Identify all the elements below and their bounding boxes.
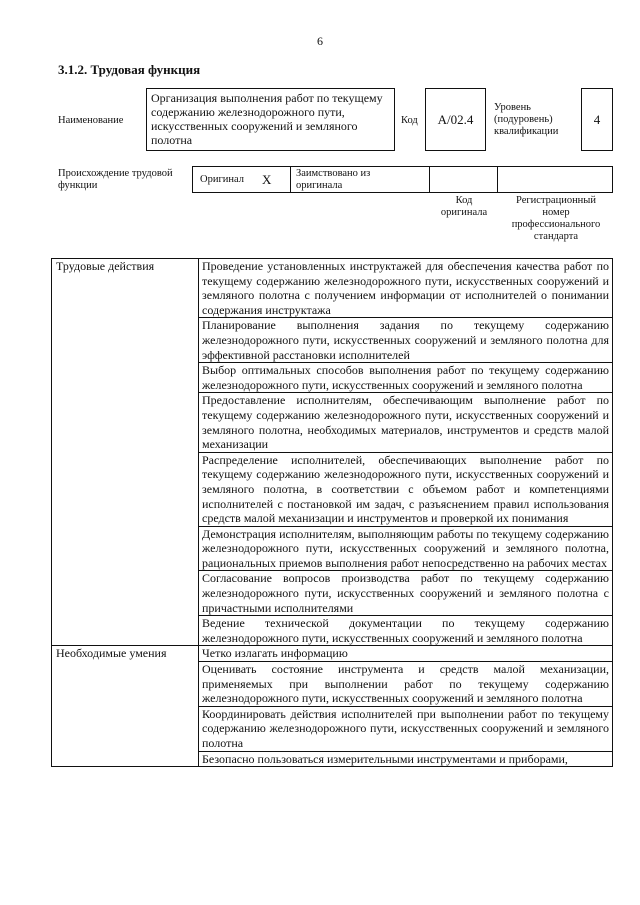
skill-item: Координировать действия исполнителей при выполнении работ по текущему содержанию железнодорожного пути, искусственных сооружений и земляного полотна (199, 706, 613, 751)
labor-action-item: Распределение исполнителей, обеспечивающих выполнение работ по текущему содержанию железнодорожного пути, искусственных сооружений и земляного полотна, в соответствии с объемом работ и компетенциями исполнителей с постановкой им задач, с разъяснением правил использования средств малой механизации и инструментов и проверкой их понимания (199, 452, 613, 526)
labor-action-item: Ведение технической документации по текущему содержанию железнодорожного пути, искусственных сооружений и земляного полотна (199, 616, 613, 646)
labor-action-item: Планирование выполнения задания по текущему содержанию железнодорожного пути, искусственных сооружений и земляного полотна для эффективной расстановки исполнителей (199, 318, 613, 363)
original-label: Оригинал (200, 174, 244, 185)
labor-action-item: Согласование вопросов производства работ по текущему содержанию железнодорожного пути, искусственных сооружений и земляного полотна с причастными исполнителями (199, 571, 613, 616)
skill-item: Безопасно пользоваться измерительными инструментами и приборами, (199, 751, 613, 767)
skill-item: Оценивать состояние инструмента и средств малой механизации, применяемых при выполнении работ по текущему содержанию железнодорожного пути, искусственных сооружений и земляного полотна (199, 662, 613, 707)
name-label: Наименование (58, 115, 124, 126)
original-mark: X (262, 172, 272, 187)
labor-action-item: Выбор оптимальных способов выполнения работ по текущему содержанию железнодорожного пути, искусственных сооружений и земляного полотна (199, 363, 613, 393)
labor-action-item: Демонстрация исполнителям, выполняющим работы по текущему содержанию железнодорожного пути, искусственных сооружений и земляного полотна, рациональных приемов выполнения работ непосредственно на рабочих местах (199, 526, 613, 571)
code-original-label: Код оригинала (440, 195, 488, 218)
table-row (52, 259, 613, 318)
skills-header: Необходимые умения (52, 646, 199, 767)
labor-action-item: Проведение установленных инструктажей для обеспечения качества работ по текущему содержанию железнодорожного пути, искусственных сооружений и земляного полотна с получением информации от исполнителей о понимании содержания инструктажа (199, 259, 613, 318)
code-value: А/02.4 (425, 88, 486, 151)
registration-number-label: Регистрационный номер профессионального стандарта (511, 195, 601, 242)
page-number: 6 (317, 34, 323, 48)
labor-actions-header: Трудовые действия (52, 259, 199, 646)
level-label: Уровень (подуровень) квалификации (494, 102, 559, 137)
skill-item: Четко излагать информацию (199, 646, 613, 662)
section-heading: 3.1.2. Трудовая функция (58, 62, 201, 77)
labor-action-item: Предоставление исполнителям, обеспечивающим выполнение работ по текущему содержанию железнодорожного пути, искусственных сооружений и земляного полотна, необходимых материалов, инструментов и средств малой механизации (199, 393, 613, 452)
function-name-value: Организация выполнения работ по текущему содержанию железнодорожного пути, искусственных сооружений и земляного полотна (146, 88, 395, 151)
level-value: 4 (581, 88, 613, 151)
function-table (51, 258, 613, 767)
code-label: Код (401, 115, 418, 126)
table-row (52, 646, 613, 662)
origin-label: Происхождение трудовой функции (58, 168, 173, 191)
borrowed-label: Заимствовано из оригинала (296, 168, 371, 191)
